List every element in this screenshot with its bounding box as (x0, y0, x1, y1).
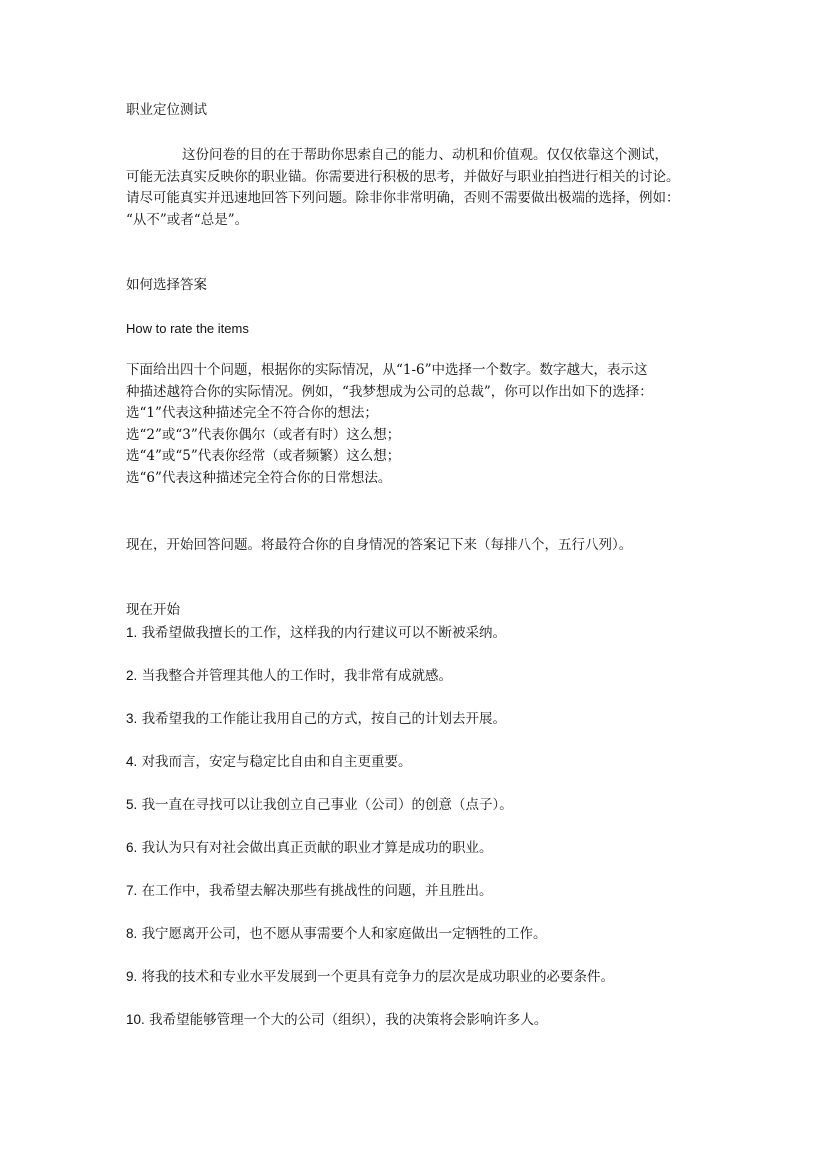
question-number: 5. (126, 797, 138, 812)
document-title: 职业定位测试 (126, 102, 207, 118)
question-text: 对我而言，安定与稳定比自由和自主更重要。 (141, 754, 412, 770)
intro-line-2: 可能无法真实反映你的职业锚。你需要进行积极的思考，并做好与职业拍挡进行相关的讨论。 (126, 168, 680, 185)
question-number: 8. (126, 926, 138, 941)
question-item (126, 966, 726, 989)
intro-paragraph (126, 145, 706, 231)
intro-line-4: “从不”或者“总是”。 (126, 211, 249, 228)
question-item (126, 923, 726, 946)
guide-line-1: 下面给出四十个问题，根据你的实际情况，从“1-6”中选择一个数字。数字越大，表示这 (126, 362, 648, 378)
question-number: 6. (126, 840, 138, 855)
question-item (126, 665, 726, 688)
question-number: 1. (126, 625, 138, 640)
question-text: 我宁愿离开公司，也不愿从事需要个人和家庭做出一定牺牲的工作。 (141, 926, 547, 942)
now-instruction: 现在，开始回答问题。将最符合你的自身情况的答案记下来（每排八个，五行八列）。 (126, 537, 633, 553)
guide-line-2: 种描述越符合你的实际情况。例如，“我梦想成为公司的总裁”，你可以作出如下的选择： (126, 383, 653, 400)
guide-line-5: 选“4”或“5”代表你经常（或者频繁）这么想； (126, 448, 401, 464)
question-item (126, 708, 726, 731)
question-number: 2. (126, 668, 138, 683)
question-text: 当我整合并管理其他人的工作时，我非常有成就感。 (141, 668, 453, 684)
question-number: 4. (126, 754, 138, 769)
question-text: 在工作中，我希望去解决那些有挑战性的问题，并且胜出。 (141, 883, 493, 899)
question-item (126, 622, 726, 645)
how-to-choose-heading: 如何选择答案 (126, 277, 207, 293)
question-item (126, 794, 726, 817)
guide-line-4: 选“2”或“3”代表你偶尔（或者有时）这么想； (126, 426, 401, 443)
question-text: 将我的技术和专业水平发展到一个更具有竞争力的层次是成功职业的必要条件。 (141, 969, 615, 985)
intro-line-3: 请尽可能真实并迅速地回答下列问题。除非你非常明确，否则不需要做出极端的选择，例如： (126, 190, 680, 206)
question-number: 10. (126, 1012, 145, 1027)
question-item (126, 837, 726, 860)
how-to-rate-heading: How to rate the items (126, 321, 249, 336)
start-label: 现在开始 (126, 602, 180, 618)
intro-line-1: 这份问卷的目的在于帮助你思索自己的能力、动机和价值观。仅仅依靠这个测试， (182, 147, 668, 163)
question-number: 3. (126, 711, 138, 726)
question-text: 我一直在寻找可以让我创立自己事业（公司）的创意（点子）。 (141, 797, 513, 813)
question-number: 9. (126, 969, 138, 984)
question-text: 我认为只有对社会做出真正贡献的职业才算是成功的职业。 (141, 840, 493, 856)
rating-guide (126, 360, 706, 489)
question-number: 7. (126, 883, 138, 898)
question-item (126, 751, 726, 774)
guide-line-3: 选“1”代表这种描述完全不符合你的想法； (126, 405, 378, 421)
question-item (126, 880, 726, 903)
question-item (126, 1009, 726, 1032)
question-text: 我希望能够管理一个大的公司（组织），我的决策将会影响许多人。 (149, 1012, 548, 1028)
question-text: 我希望做我擅长的工作，这样我的内行建议可以不断被采纳。 (141, 625, 507, 641)
question-text: 我希望我的工作能让我用自己的方式，按自己的计划去开展。 (141, 711, 507, 727)
guide-line-6: 选“6”代表这种描述完全符合你的日常想法。 (126, 469, 392, 486)
